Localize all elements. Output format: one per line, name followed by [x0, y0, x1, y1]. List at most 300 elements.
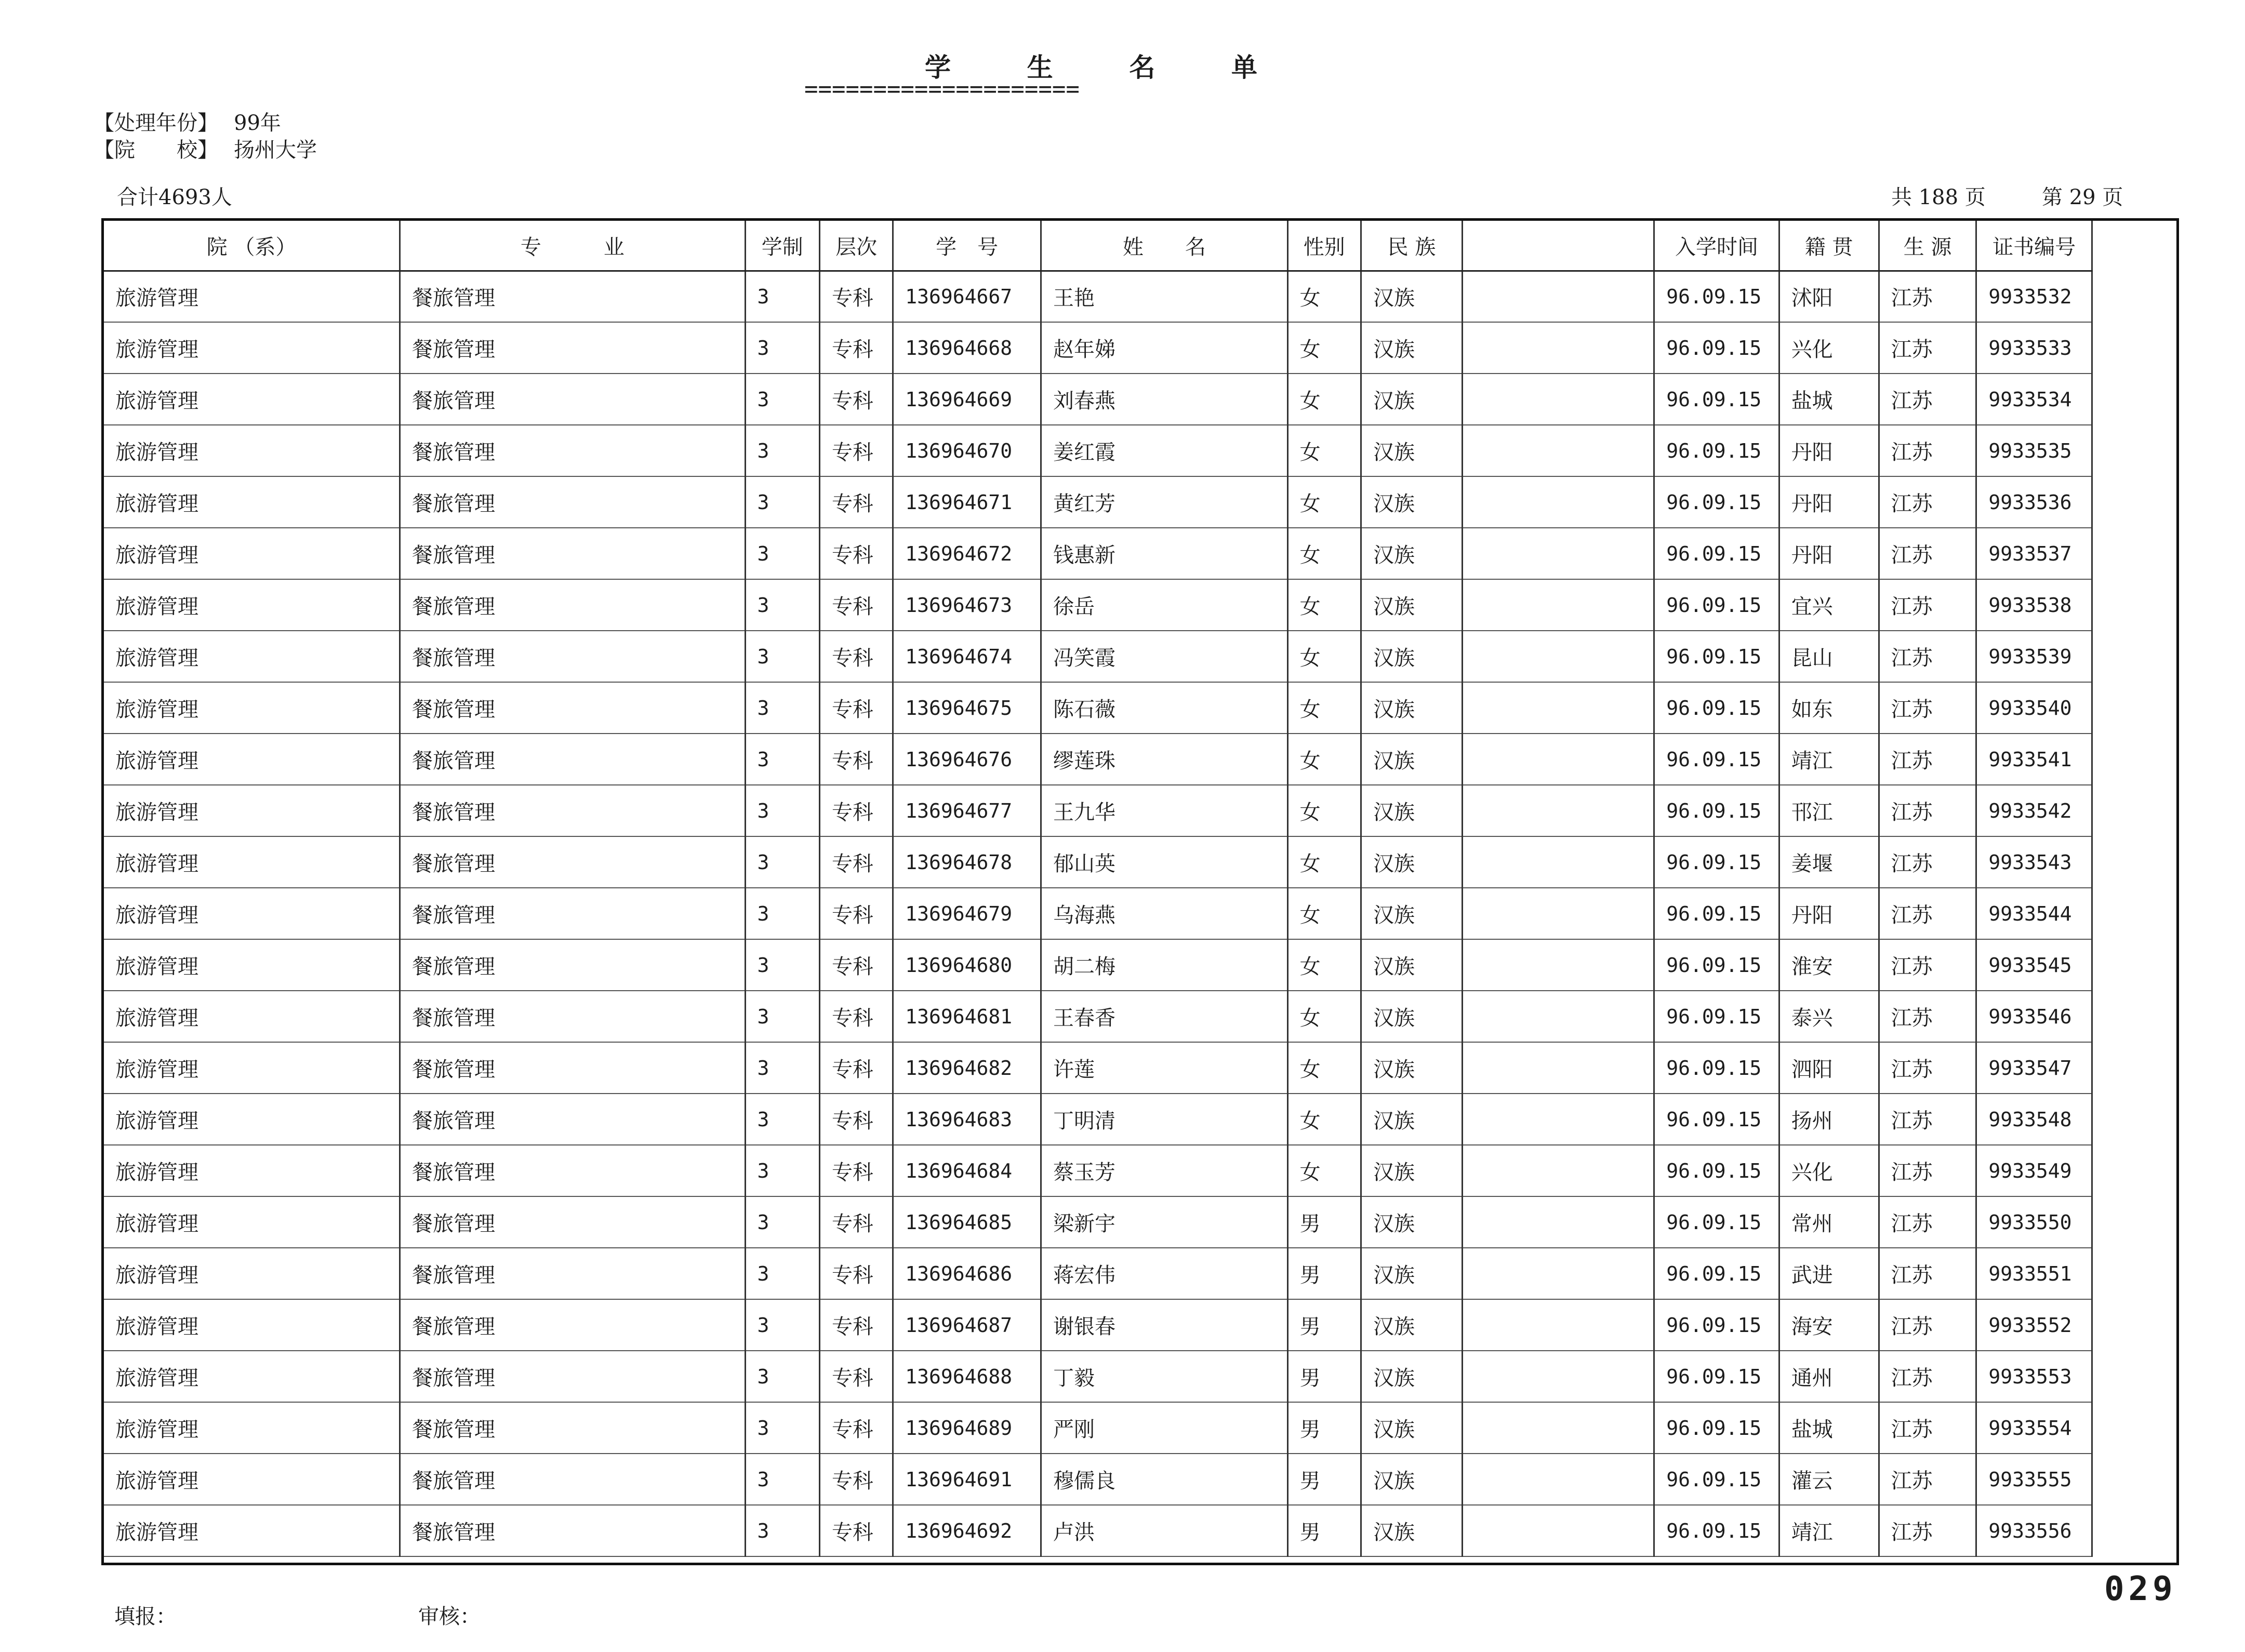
school-label: 【院 校】	[94, 138, 218, 162]
cell-ethnicity: 汉族	[1361, 1299, 1462, 1351]
cell-student-id: 136964691	[893, 1454, 1041, 1505]
cell-major: 餐旅管理	[400, 888, 745, 939]
cell-name: 陈石薇	[1041, 682, 1288, 734]
cell-student-id: 136964689	[893, 1402, 1041, 1454]
cell-level: 专科	[819, 631, 893, 682]
cell-years: 3	[745, 476, 819, 528]
cell-student-id: 136964678	[893, 836, 1041, 888]
cell-blank	[1463, 991, 1654, 1042]
cell-native: 如东	[1779, 682, 1879, 734]
cell-native: 兴化	[1779, 1145, 1879, 1196]
cell-gender: 男	[1287, 1402, 1361, 1454]
cell-enroll-date: 96.09.15	[1654, 1248, 1779, 1299]
table-row	[104, 1351, 2092, 1402]
cell-level: 专科	[819, 1145, 893, 1196]
table-row	[104, 682, 2092, 734]
cell-source: 江苏	[1879, 734, 1976, 785]
cell-student-id: 136964686	[893, 1248, 1041, 1299]
cell-cert-no: 9933553	[1976, 1351, 2092, 1402]
cell-level: 专科	[819, 528, 893, 579]
cell-source: 江苏	[1879, 476, 1976, 528]
cell-ethnicity: 汉族	[1361, 1351, 1462, 1402]
cell-student-id: 136964683	[893, 1094, 1041, 1145]
cell-enroll-date: 96.09.15	[1654, 528, 1779, 579]
cell-native: 常州	[1779, 1196, 1879, 1248]
cell-source: 江苏	[1879, 322, 1976, 374]
table-row	[104, 1505, 2092, 1556]
col-enroll-header: 入学时间	[1654, 221, 1779, 271]
cell-major: 餐旅管理	[400, 1196, 745, 1248]
table-row	[104, 1454, 2092, 1505]
cell-gender: 女	[1287, 888, 1361, 939]
cell-dept: 旅游管理	[104, 271, 400, 322]
col-id-header: 学 号	[893, 221, 1041, 271]
cell-major: 餐旅管理	[400, 1094, 745, 1145]
col-ethnicity-header: 民 族	[1361, 221, 1462, 271]
cell-cert-no: 9933537	[1976, 528, 2092, 579]
cell-student-id: 136964676	[893, 734, 1041, 785]
cell-cert-no: 9933556	[1976, 1505, 2092, 1556]
cell-blank	[1463, 734, 1654, 785]
cell-ethnicity: 汉族	[1361, 528, 1462, 579]
cell-major: 餐旅管理	[400, 1299, 745, 1351]
cell-blank	[1463, 682, 1654, 734]
table-row	[104, 1196, 2092, 1248]
table-row	[104, 734, 2092, 785]
cell-level: 专科	[819, 374, 893, 425]
cell-cert-no: 9933539	[1976, 631, 2092, 682]
cell-dept: 旅游管理	[104, 1505, 400, 1556]
cell-native: 通州	[1779, 1351, 1879, 1402]
cell-years: 3	[745, 1196, 819, 1248]
cell-blank	[1463, 631, 1654, 682]
cell-ethnicity: 汉族	[1361, 785, 1462, 836]
cell-level: 专科	[819, 1042, 893, 1094]
cell-level: 专科	[819, 1505, 893, 1556]
cell-source: 江苏	[1879, 528, 1976, 579]
cell-native: 泗阳	[1779, 1042, 1879, 1094]
cell-level: 专科	[819, 1402, 893, 1454]
cell-source: 江苏	[1879, 1094, 1976, 1145]
cell-gender: 女	[1287, 322, 1361, 374]
cell-student-id: 136964673	[893, 579, 1041, 631]
cell-enroll-date: 96.09.15	[1654, 1042, 1779, 1094]
cell-blank	[1463, 528, 1654, 579]
cell-ethnicity: 汉族	[1361, 682, 1462, 734]
cell-major: 餐旅管理	[400, 1145, 745, 1196]
cell-native: 宜兴	[1779, 579, 1879, 631]
col-gender-header: 性别	[1287, 221, 1361, 271]
cell-level: 专科	[819, 888, 893, 939]
cell-source: 江苏	[1879, 1454, 1976, 1505]
cell-years: 3	[745, 1454, 819, 1505]
cell-student-id: 136964669	[893, 374, 1041, 425]
cell-name: 姜红霞	[1041, 425, 1288, 476]
cell-major: 餐旅管理	[400, 785, 745, 836]
cell-major: 餐旅管理	[400, 271, 745, 322]
cell-source: 江苏	[1879, 1248, 1976, 1299]
cell-gender: 女	[1287, 271, 1361, 322]
cell-years: 3	[745, 631, 819, 682]
cell-student-id: 136964670	[893, 425, 1041, 476]
cell-native: 丹阳	[1779, 476, 1879, 528]
cell-blank	[1463, 1042, 1654, 1094]
cell-source: 江苏	[1879, 1505, 1976, 1556]
cell-blank	[1463, 476, 1654, 528]
cell-ethnicity: 汉族	[1361, 1454, 1462, 1505]
table-row	[104, 579, 2092, 631]
cell-source: 江苏	[1879, 631, 1976, 682]
cell-blank	[1463, 1454, 1654, 1505]
cell-dept: 旅游管理	[104, 836, 400, 888]
cell-source: 江苏	[1879, 939, 1976, 991]
cell-ethnicity: 汉族	[1361, 1402, 1462, 1454]
table-row	[104, 1042, 2092, 1094]
cell-cert-no: 9933534	[1976, 374, 2092, 425]
cell-student-id: 136964685	[893, 1196, 1041, 1248]
cell-years: 3	[745, 425, 819, 476]
cell-years: 3	[745, 734, 819, 785]
cell-name: 丁毅	[1041, 1351, 1288, 1402]
cell-name: 刘春燕	[1041, 374, 1288, 425]
cell-student-id: 136964675	[893, 682, 1041, 734]
cell-level: 专科	[819, 836, 893, 888]
cell-name: 黄红芳	[1041, 476, 1288, 528]
cell-student-id: 136964680	[893, 939, 1041, 991]
cell-years: 3	[745, 939, 819, 991]
cell-dept: 旅游管理	[104, 579, 400, 631]
cell-dept: 旅游管理	[104, 476, 400, 528]
cell-student-id: 136964687	[893, 1299, 1041, 1351]
cell-dept: 旅游管理	[104, 1042, 400, 1094]
cell-dept: 旅游管理	[104, 734, 400, 785]
cell-years: 3	[745, 1145, 819, 1196]
cell-ethnicity: 汉族	[1361, 1145, 1462, 1196]
cell-blank	[1463, 579, 1654, 631]
cell-gender: 女	[1287, 476, 1361, 528]
cell-student-id: 136964668	[893, 322, 1041, 374]
cell-major: 餐旅管理	[400, 1248, 745, 1299]
cell-student-id: 136964688	[893, 1351, 1041, 1402]
cell-gender: 男	[1287, 1454, 1361, 1505]
cell-name: 谢银春	[1041, 1299, 1288, 1351]
cell-enroll-date: 96.09.15	[1654, 1299, 1779, 1351]
cell-native: 盐城	[1779, 374, 1879, 425]
table-row	[104, 528, 2092, 579]
cell-ethnicity: 汉族	[1361, 1505, 1462, 1556]
cell-name: 丁明清	[1041, 1094, 1288, 1145]
cell-years: 3	[745, 579, 819, 631]
cell-blank	[1463, 888, 1654, 939]
title-char: 名	[1129, 52, 1155, 83]
cell-source: 江苏	[1879, 1145, 1976, 1196]
pages-total: 共 188 页	[1891, 185, 1986, 209]
cell-enroll-date: 96.09.15	[1654, 1454, 1779, 1505]
cell-dept: 旅游管理	[104, 682, 400, 734]
table-row	[104, 1145, 2092, 1196]
cell-native: 靖江	[1779, 734, 1879, 785]
table-row	[104, 1299, 2092, 1351]
cell-dept: 旅游管理	[104, 939, 400, 991]
cell-name: 王艳	[1041, 271, 1288, 322]
cell-enroll-date: 96.09.15	[1654, 1351, 1779, 1402]
school-line	[94, 134, 317, 163]
cell-enroll-date: 96.09.15	[1654, 374, 1779, 425]
reviewed-by-label: 审核：	[418, 1605, 481, 1629]
cell-cert-no: 9933550	[1976, 1196, 2092, 1248]
cell-name: 蔡玉芳	[1041, 1145, 1288, 1196]
cell-name: 冯笑霞	[1041, 631, 1288, 682]
cell-native: 邗江	[1779, 785, 1879, 836]
cell-years: 3	[745, 1299, 819, 1351]
cell-blank	[1463, 425, 1654, 476]
cell-name: 缪莲珠	[1041, 734, 1288, 785]
cell-ethnicity: 汉族	[1361, 425, 1462, 476]
cell-source: 江苏	[1879, 836, 1976, 888]
cell-dept: 旅游管理	[104, 1196, 400, 1248]
cell-major: 餐旅管理	[400, 425, 745, 476]
page-number: 029	[2104, 1570, 2177, 1608]
cell-ethnicity: 汉族	[1361, 836, 1462, 888]
cell-dept: 旅游管理	[104, 374, 400, 425]
cell-source: 江苏	[1879, 374, 1976, 425]
cell-level: 专科	[819, 682, 893, 734]
cell-enroll-date: 96.09.15	[1654, 1402, 1779, 1454]
col-level-header: 层次	[819, 221, 893, 271]
cell-source: 江苏	[1879, 1402, 1976, 1454]
school-value: 扬州大学	[234, 138, 317, 162]
cell-major: 餐旅管理	[400, 991, 745, 1042]
cell-native: 扬州	[1779, 1094, 1879, 1145]
cell-ethnicity: 汉族	[1361, 322, 1462, 374]
cell-student-id: 136964681	[893, 991, 1041, 1042]
cell-years: 3	[745, 991, 819, 1042]
cell-student-id: 136964684	[893, 1145, 1041, 1196]
cell-years: 3	[745, 374, 819, 425]
cell-ethnicity: 汉族	[1361, 939, 1462, 991]
title-underline: ====================	[804, 78, 1080, 101]
cell-major: 餐旅管理	[400, 1454, 745, 1505]
total-count: 合计4693人	[117, 185, 232, 209]
table-row	[104, 271, 2092, 322]
cell-gender: 女	[1287, 579, 1361, 631]
cell-cert-no: 9933548	[1976, 1094, 2092, 1145]
cell-enroll-date: 96.09.15	[1654, 836, 1779, 888]
cell-cert-no: 9933546	[1976, 991, 2092, 1042]
cell-gender: 女	[1287, 836, 1361, 888]
cell-major: 餐旅管理	[400, 836, 745, 888]
cell-source: 江苏	[1879, 1042, 1976, 1094]
col-name-header: 姓 名	[1041, 221, 1288, 271]
cell-level: 专科	[819, 1094, 893, 1145]
cell-years: 3	[745, 888, 819, 939]
cell-gender: 男	[1287, 1196, 1361, 1248]
cell-student-id: 136964671	[893, 476, 1041, 528]
cell-blank	[1463, 1248, 1654, 1299]
table-row	[104, 1248, 2092, 1299]
cell-blank	[1463, 322, 1654, 374]
cell-years: 3	[745, 1505, 819, 1556]
year-label: 【处理年份】	[94, 111, 218, 135]
cell-enroll-date: 96.09.15	[1654, 1094, 1779, 1145]
cell-ethnicity: 汉族	[1361, 1196, 1462, 1248]
cell-gender: 女	[1287, 631, 1361, 682]
cell-source: 江苏	[1879, 888, 1976, 939]
cell-cert-no: 9933542	[1976, 785, 2092, 836]
cell-blank	[1463, 1094, 1654, 1145]
cell-major: 餐旅管理	[400, 528, 745, 579]
year-value: 99年	[234, 111, 281, 135]
table-row	[104, 836, 2092, 888]
cell-name: 乌海燕	[1041, 888, 1288, 939]
cell-blank	[1463, 1351, 1654, 1402]
cell-native: 灌云	[1779, 1454, 1879, 1505]
cell-level: 专科	[819, 1299, 893, 1351]
cell-native: 丹阳	[1779, 425, 1879, 476]
cell-blank	[1463, 939, 1654, 991]
cell-gender: 女	[1287, 1042, 1361, 1094]
cell-cert-no: 9933549	[1976, 1145, 2092, 1196]
cell-dept: 旅游管理	[104, 991, 400, 1042]
cell-source: 江苏	[1879, 425, 1976, 476]
cell-years: 3	[745, 1042, 819, 1094]
cell-blank	[1463, 374, 1654, 425]
col-source-header: 生 源	[1879, 221, 1976, 271]
cell-native: 丹阳	[1779, 888, 1879, 939]
cell-level: 专科	[819, 1454, 893, 1505]
cell-enroll-date: 96.09.15	[1654, 631, 1779, 682]
cell-ethnicity: 汉族	[1361, 579, 1462, 631]
table-row	[104, 631, 2092, 682]
cell-cert-no: 9933541	[1976, 734, 2092, 785]
cell-years: 3	[745, 682, 819, 734]
cell-ethnicity: 汉族	[1361, 888, 1462, 939]
cell-name: 钱惠新	[1041, 528, 1288, 579]
cell-name: 郁山英	[1041, 836, 1288, 888]
cell-dept: 旅游管理	[104, 425, 400, 476]
cell-name: 梁新宇	[1041, 1196, 1288, 1248]
table-row	[104, 888, 2092, 939]
title-char: 学	[925, 52, 951, 83]
cell-years: 3	[745, 271, 819, 322]
cell-major: 餐旅管理	[400, 322, 745, 374]
cell-enroll-date: 96.09.15	[1654, 579, 1779, 631]
cell-level: 专科	[819, 1248, 893, 1299]
cell-native: 沭阳	[1779, 271, 1879, 322]
cell-source: 江苏	[1879, 271, 1976, 322]
cell-gender: 女	[1287, 734, 1361, 785]
cell-student-id: 136964667	[893, 271, 1041, 322]
cell-major: 餐旅管理	[400, 939, 745, 991]
cell-years: 3	[745, 528, 819, 579]
table-row	[104, 785, 2092, 836]
cell-gender: 女	[1287, 528, 1361, 579]
cell-major: 餐旅管理	[400, 1351, 745, 1402]
filled-by-label: 填报：	[114, 1605, 177, 1629]
cell-name: 王九华	[1041, 785, 1288, 836]
table-row	[104, 374, 2092, 425]
cell-cert-no: 9933535	[1976, 425, 2092, 476]
cell-student-id: 136964692	[893, 1505, 1041, 1556]
cell-blank	[1463, 1145, 1654, 1196]
cell-dept: 旅游管理	[104, 1248, 400, 1299]
cell-enroll-date: 96.09.15	[1654, 682, 1779, 734]
cell-dept: 旅游管理	[104, 1145, 400, 1196]
cell-student-id: 136964672	[893, 528, 1041, 579]
table-row	[104, 991, 2092, 1042]
cell-gender: 女	[1287, 785, 1361, 836]
cell-major: 餐旅管理	[400, 734, 745, 785]
cell-enroll-date: 96.09.15	[1654, 322, 1779, 374]
cell-gender: 男	[1287, 1299, 1361, 1351]
cell-cert-no: 9933536	[1976, 476, 2092, 528]
cell-cert-no: 9933544	[1976, 888, 2092, 939]
cell-ethnicity: 汉族	[1361, 734, 1462, 785]
cell-native: 靖江	[1779, 1505, 1879, 1556]
cell-level: 专科	[819, 1196, 893, 1248]
cell-blank	[1463, 785, 1654, 836]
cell-name: 卢洪	[1041, 1505, 1288, 1556]
cell-level: 专科	[819, 939, 893, 991]
cell-gender: 男	[1287, 1505, 1361, 1556]
cell-cert-no: 9933555	[1976, 1454, 2092, 1505]
cell-name: 胡二梅	[1041, 939, 1288, 991]
table-row	[104, 322, 2092, 374]
cell-enroll-date: 96.09.15	[1654, 888, 1779, 939]
cell-dept: 旅游管理	[104, 322, 400, 374]
cell-source: 江苏	[1879, 991, 1976, 1042]
cell-enroll-date: 96.09.15	[1654, 734, 1779, 785]
table-row	[104, 939, 2092, 991]
cell-student-id: 136964682	[893, 1042, 1041, 1094]
cell-level: 专科	[819, 734, 893, 785]
cell-source: 江苏	[1879, 1299, 1976, 1351]
cell-ethnicity: 汉族	[1361, 991, 1462, 1042]
cell-gender: 女	[1287, 939, 1361, 991]
cell-dept: 旅游管理	[104, 1454, 400, 1505]
cell-years: 3	[745, 785, 819, 836]
cell-level: 专科	[819, 785, 893, 836]
cell-cert-no: 9933547	[1976, 1042, 2092, 1094]
cell-name: 蒋宏伟	[1041, 1248, 1288, 1299]
cell-level: 专科	[819, 271, 893, 322]
cell-student-id: 136964674	[893, 631, 1041, 682]
cell-gender: 女	[1287, 1094, 1361, 1145]
cell-level: 专科	[819, 476, 893, 528]
cell-native: 兴化	[1779, 322, 1879, 374]
cell-native: 武进	[1779, 1248, 1879, 1299]
cell-blank	[1463, 1299, 1654, 1351]
col-major-header: 专 业	[400, 221, 745, 271]
cell-major: 餐旅管理	[400, 1042, 745, 1094]
cell-years: 3	[745, 1402, 819, 1454]
cell-dept: 旅游管理	[104, 1299, 400, 1351]
cell-source: 江苏	[1879, 1196, 1976, 1248]
cell-enroll-date: 96.09.15	[1654, 991, 1779, 1042]
year-line	[94, 106, 281, 136]
cell-level: 专科	[819, 991, 893, 1042]
cell-dept: 旅游管理	[104, 528, 400, 579]
cell-dept: 旅游管理	[104, 1351, 400, 1402]
cell-gender: 男	[1287, 1248, 1361, 1299]
cell-native: 丹阳	[1779, 528, 1879, 579]
cell-cert-no: 9933552	[1976, 1299, 2092, 1351]
cell-student-id: 136964677	[893, 785, 1041, 836]
cell-native: 姜堰	[1779, 836, 1879, 888]
cell-major: 餐旅管理	[400, 579, 745, 631]
cell-gender: 女	[1287, 682, 1361, 734]
cell-cert-no: 9933554	[1976, 1402, 2092, 1454]
